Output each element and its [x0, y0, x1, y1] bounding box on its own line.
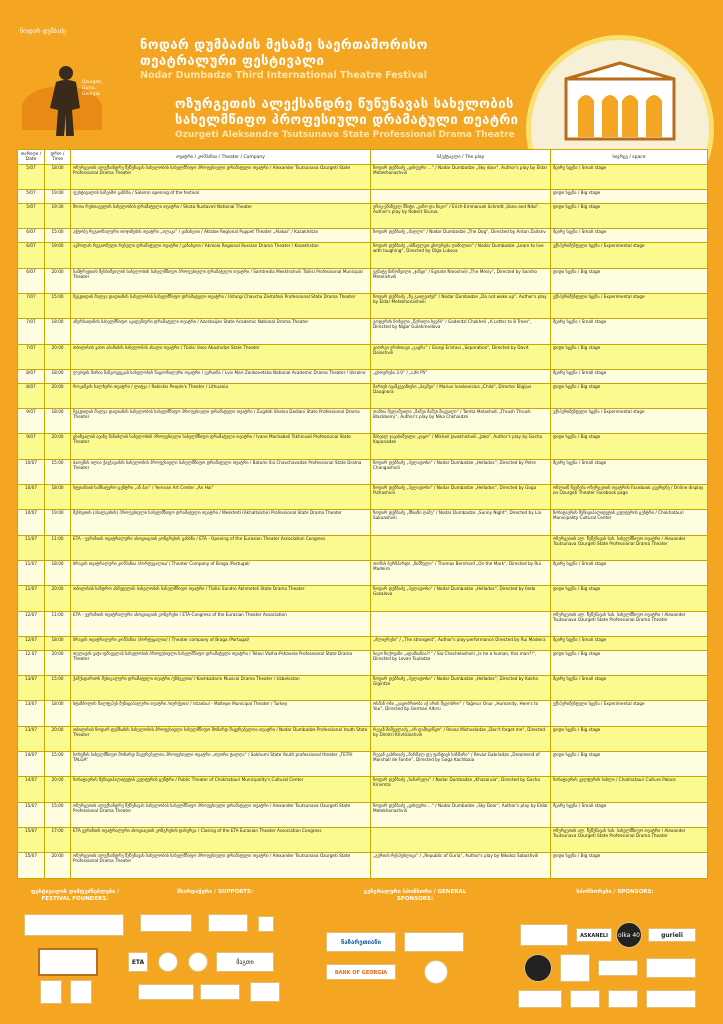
row-space: დიდი სცენა / Big stage — [551, 383, 708, 408]
row-time: 19:00 — [45, 243, 71, 268]
row-play: „გურიის რესპუბლიკა“ / „Republic of Guria“, Author's play by Nikoloz Sabashvili — [371, 853, 551, 879]
row-theater: სტამბოლის მალტეპეს მუნიციპალური თეატრი /თურქეთი/ / Istanbul - Maltepe Municipal Theater / Turkey — [71, 701, 371, 726]
row-time: 18:00 — [45, 369, 71, 383]
row-time: 18:00 — [45, 319, 71, 344]
general-sponsor-logo-3 — [424, 960, 448, 984]
row-time: 20:00 — [45, 650, 71, 675]
row-theater: აზერბაიჯანის სახელმწიფო აკადემიური დრამატული თეატრი / Azerbaijan State Academic National Drama Theater — [71, 319, 371, 344]
row-space: დიდი სცენა / Big stage — [551, 650, 708, 675]
row-space: მცირე სცენა / Small stage — [551, 319, 708, 344]
row-play: ნოდარ დუმბაძე „ძაღლი“ / Nodar Dumbadze „The Dog“, Directed by Anton Zaitsev — [371, 229, 551, 243]
row-date: 9/07 — [18, 409, 45, 434]
row-theater: ბრაგის თეატრალური კომპანია /პორტუგალია/ / Theater Company of Braga /Portugal/ — [71, 561, 371, 586]
header-date: თარიღი / Date — [18, 150, 45, 165]
schedule-row — [18, 561, 708, 586]
row-space: დიდი სცენა / Big stage — [551, 434, 708, 459]
row-date: 13/07 — [18, 676, 45, 701]
row-theater: ETA ევრაზიის თეატრალური ასოციაციის კონგრესის დახურვა / Closing of the ETA Eurasian Theater Association Congress — [71, 828, 371, 853]
row-date: 8/07 — [18, 383, 45, 408]
row-space: მცირე სცენა / Small stage — [551, 459, 708, 484]
schedule-row — [18, 409, 708, 434]
row-play — [371, 828, 551, 853]
row-play: რევაზ გაბრიაძე „მარშალ დე ფანტიეს სიზმარი“ / Revaz Gabriadze „Dreamend of Marshall de Fantie“, Directed by Goga Kachibaia — [371, 752, 551, 777]
support-logo-7 — [200, 984, 240, 1000]
row-time: 20:00 — [45, 268, 71, 293]
row-theater: სტეიანიის სამხატვრო ცენტრი „ან ჰაი“ / Yerevan Art Center „An Hai“ — [71, 485, 371, 510]
row-play: ნოდარ დუმბაძე „ცისფერი ...“ / Nodar Dumbadze „Sky door“, Author's play by Eldar Metekhonashvili — [371, 165, 551, 190]
row-play: ნოდარ დუმბაძე „ჰელადოსი“ / Nodar Dumbadze „Hellados“, Directed by Ileda Gozalova — [371, 586, 551, 611]
row-theater: როკიშკის ხალხური თეატრი / ლიტვა / Rokiskis People's Theater / Lithuania — [71, 383, 371, 408]
row-theater: შოთა რუსთაველის სახელობის დრამატული თეატრი / Shota Rustaveli National Theater — [71, 204, 371, 229]
schedule-row — [18, 701, 708, 726]
row-date: 10/07 — [18, 485, 45, 510]
festival-logo-location: Ozurgeti, Guria, Georgia — [82, 80, 103, 97]
row-play: ეგნატე ნინოშვილი „ჯანყი“ / Egnate Ninoshvili „The Mesiy“, Directed by Sandro Mrevlishvili — [371, 268, 551, 293]
sponsor-logo-4 — [598, 960, 638, 976]
row-date: 5/07 — [18, 204, 45, 229]
row-play: ნოდარ დუმბაძე „ხაზარულა“ / Nodar Dumbadze „Khazarula“, Directed by Gocha Kirvimta — [371, 777, 551, 802]
row-time: 20:00 — [45, 586, 71, 611]
schedule-row — [18, 344, 708, 369]
schedule-row — [18, 853, 708, 879]
row-theater: აქტობე რეგიონალური თოჯინების თეატრი „ალაკა“ / ყაზახეთი / Aktobe Regional Puppet Theater „Alakai“ / Kazakhstan — [71, 229, 371, 243]
schedule-row — [18, 828, 708, 853]
ministry-support-logo — [140, 914, 192, 932]
sponsor-logo-2 — [524, 954, 552, 982]
row-date: 7/07 — [18, 319, 45, 344]
row-time: 19:00 — [45, 190, 71, 204]
olka-logo: olka 40 — [616, 922, 642, 948]
festival-title-ka-1: ნოდარ დუმბაძის მესამე საერთაშორისო — [140, 38, 428, 53]
theatre-building-small-icon — [38, 948, 98, 976]
schedule-row — [18, 268, 708, 293]
schedule-row — [18, 650, 708, 675]
theatre-logo — [526, 35, 714, 147]
row-theater: ზუგდიდის შალვა დადიანის სახელობის სახელმწიფო პროფესიული დრამატული თეატრი / Zugdidi Shalva Dadiani State Professional Drama Theater — [71, 409, 371, 434]
row-play: თომას ბერნჰარდი „ნიშნული“ / Thomas Bernhard „On the Mark“, Directed by Rui Madeira — [371, 561, 551, 586]
row-play — [371, 535, 551, 560]
sponsor-logo-3 — [560, 954, 590, 982]
support-logo-3 — [258, 916, 274, 932]
row-date: 8/07 — [18, 369, 45, 383]
sponsor-logo-8 — [608, 990, 638, 1008]
row-theater: ოზურგეთის ალექსანდრე წუწუნავას სახელობის სახელმწიფო პროფესიული დრამატული თეატრი / Alexander Tsutsunava Ozurgeti State Professional Drama Theater — [71, 853, 371, 879]
row-space: დიდი სცენა / Big stage — [551, 853, 708, 879]
row-time: 17:00 — [45, 828, 71, 853]
row-date: 6/07 — [18, 268, 45, 293]
row-theater: ბათუმის ილია ჭავჭავაძის სახელობის პროფესიული სახელმწიფო დრამატული თეატრი / Batumi Ilia Chavchavadze Professional State Drama Theater — [71, 459, 371, 484]
schedule-row — [18, 777, 708, 802]
row-theater: მესხეთის (ახალციხის) პროფესიული სახელმწიფო დრამატული თეატრი / Meskheti (Akhaltsikhe) Professional State Drama Theater — [71, 510, 371, 535]
schedule-row — [18, 434, 708, 459]
schedule-header-row — [18, 150, 708, 165]
header-theater: თეატრი / კომპანია / Theater / Company — [71, 150, 371, 165]
schedule-row — [18, 459, 708, 484]
row-space: დიდი სცენა / Big stage — [551, 726, 708, 751]
row-play: თამთა მელაშვილი „შაშვი შაშვი მაყვალი“ / Tamta Melashvili „Thrush Thrush Blackberry“, Author's play by Nika Chkhaidze — [371, 409, 551, 434]
schedule-row — [18, 190, 708, 204]
row-time: 15:00 — [45, 229, 71, 243]
schedule-row — [18, 229, 708, 243]
theatre-name-en: Ozurgeti Aleksandre Tsutsunava State Professional Drama Theatre — [175, 130, 515, 140]
row-date: 7/07 — [18, 293, 45, 318]
row-time: 20:00 — [45, 383, 71, 408]
row-play: „ძლიერები“ / „The strongest“, Author's play-performance Directed by Rui Madeira — [371, 637, 551, 651]
row-space: მცირე სცენა / Small stage — [551, 369, 708, 383]
row-date: 14/07 — [18, 777, 45, 802]
sponsor-logo-1 — [520, 924, 568, 946]
schedule-row — [18, 637, 708, 651]
row-space: ექსპერიმენტული სცენა / Experimental stage — [551, 293, 708, 318]
row-time: 19:30 — [45, 204, 71, 229]
row-date: 15/07 — [18, 828, 45, 853]
row-space: მცირე სცენა / Small stage — [551, 165, 708, 190]
row-date: 5/07 — [18, 165, 45, 190]
schedule-row — [18, 293, 708, 318]
row-time: 18:00 — [45, 165, 71, 190]
sponsor-logo-7 — [570, 990, 600, 1008]
magti-logo: მაგთი — [216, 952, 274, 972]
row-play — [371, 611, 551, 636]
row-date: 13/07 — [18, 701, 45, 726]
row-space: ექსპერიმენტული სცენა / Experimental stage — [551, 701, 708, 726]
row-theater: სამტრედიის მესხიშვილის სახელობის სახელმწიფო პროფესიული დრამატული თეატრი / Samtredia Meskhishvili Tbilisi Professional Municipal Theater — [71, 268, 371, 293]
row-time: 20:00 — [45, 434, 71, 459]
tbc-logo: ნაზარეთიანი — [326, 932, 396, 952]
row-date: 6/07 — [18, 243, 45, 268]
row-date: 14/07 — [18, 752, 45, 777]
schedule-row — [18, 802, 708, 827]
row-space: ოზურგეთის ალ. წუწუნავას სახ. სახელმწიფო თეატრი / Alexander Tsutsunava Ozurgeti State Professional Drama Theater — [551, 828, 708, 853]
general-sponsors-label: გენერალური სპონსორი / GENERAL SPONSORS: — [363, 889, 467, 902]
schedule-row — [18, 611, 708, 636]
row-space: ექსპერიმენტული სცენა / Experimental stage — [551, 409, 708, 434]
header — [0, 0, 723, 147]
row-date: 10/07 — [18, 459, 45, 484]
row-date: 15/07 — [18, 802, 45, 827]
row-play — [371, 190, 551, 204]
support-logo-4 — [158, 952, 178, 972]
row-time: 18:00 — [45, 485, 71, 510]
row-date: 12.07 — [18, 650, 45, 675]
row-time: 20:00 — [45, 853, 71, 879]
askaneli-logo: ASKANELI — [576, 928, 612, 942]
header-space: სივრცე / space — [551, 150, 708, 165]
row-theater: ბრაგის თეატრალური კომპანია /პორტუგალია/ / Theater company of Braga /Portugal/ — [71, 637, 371, 651]
row-space: ჩოხატაურის მუნიციპალიტეტის კულტურის ცენტრი / Chokhatauri Municipality Cultural Center — [551, 510, 708, 535]
coat-of-arms-icon — [40, 980, 62, 1004]
row-space: დიდი სცენა / Big stage — [551, 344, 708, 369]
row-time: 11:00 — [45, 611, 71, 636]
row-time: 11:00 — [45, 535, 71, 560]
row-theater: ლვოვის მარია ზანკოვეცკას სახელობის ნაციონალური თეატრი / უკრაინა / Lviv Mari Zankovetska National Academic Drama Theater / Ukraine — [71, 369, 371, 383]
row-time: 18:00 — [45, 409, 71, 434]
theatre-building-icon — [560, 61, 680, 143]
row-space: მცირე სცენა / Small stage — [551, 676, 708, 701]
row-play: ნოდარ დუმბაძე „ჰელადოსი“ / Nodar Dumbadze „Hellados“, Directed by Petre Changashvili — [371, 459, 551, 484]
festival-title-ka-2: თეატრალური ფესტივალი — [140, 54, 325, 69]
theatre-name-ka-2: სახელმწიფო პროფესიული დრამატული თეატრი — [175, 113, 519, 128]
row-space: ექსპერიმენტული სცენა / Experimental stage — [551, 243, 708, 268]
gurieli-logo: gurieli — [648, 928, 696, 942]
row-space: ონლაინ ჩვენება ოზურგეთის თეატრის Facebook გვერდზე / Online display on Ozurgeti Theater Facebook page — [551, 485, 708, 510]
row-time: 18:00 — [45, 701, 71, 726]
row-theater: თბილისის ვასო აბაშიძის სახელობის ახალი თეატრი / Tbilisi Vaso Abashidze State Theater — [71, 344, 371, 369]
row-space: მცირე სცენა / Small stage — [551, 561, 708, 586]
row-play: ერიკ-ემანუელ შმიტი „ვანო და ნიკო“ / Erich-Emmanuel Schmitt „Vano and Niko“, Author's play by Robert Sturua — [371, 204, 551, 229]
support-logo-6 — [138, 984, 194, 1000]
row-theater: ETA - ევრაზიის თეატრალური ასოციაციის კონგრესი / ETA-Congress of the Eurasian Theater Association — [71, 611, 371, 636]
schedule-row — [18, 726, 708, 751]
row-date: 6/07 — [18, 229, 45, 243]
row-theater: სოხუმის სახელმწიფო მოზარდ მაყურებელთა პროფესიული თეატრი „თეთრი ტალღა“ / Sokhumi State Youth professional theater „TETRI TALGA“ — [71, 752, 371, 777]
eta-logo: ETA — [128, 952, 148, 972]
schedule-row — [18, 319, 708, 344]
footer — [0, 880, 723, 1024]
schedule-row — [18, 485, 708, 510]
founders-label: ფესტივალის დამფუძნებლები / FESTIVAL FOUNDERS: — [30, 889, 120, 902]
schedule-row — [18, 369, 708, 383]
row-date: 12/07 — [18, 611, 45, 636]
sponsors-label: სპონსორები / SPONSORS: — [576, 889, 654, 895]
row-date: 11/07 — [18, 586, 45, 611]
row-play: ნოდარ დუმბაძე „ისწავლეთ ცხოვრება ღიმილით“ / Nodar Dumbadze „Learn to live with laughing“, Directed by Olga Lukova — [371, 243, 551, 268]
row-time: 20:00 — [45, 344, 71, 369]
row-time: 15:00 — [45, 459, 71, 484]
row-play: მარიუს ივაშკევიჩიუსი „ბავშვი“ / Marius Ivaskevicius „Child“, Director Eligijus Daugnora — [371, 383, 551, 408]
festival-logo — [16, 28, 112, 138]
row-time: 15:00 — [45, 293, 71, 318]
sponsor-logo-5 — [646, 958, 696, 978]
ministry-logo — [24, 914, 124, 936]
support-logo-8 — [250, 982, 280, 1002]
row-space: დიდი სცენა / Big stage — [551, 204, 708, 229]
row-theater: ოზურგეთის ალექსანდრე წუწუნავას სახელობის სახელმწიფო პროფესიული დრამატული თეატრი / Alexander Tsutsunava Ozurgeti State Professional Drama Theater — [71, 165, 371, 190]
row-time: 18:00 — [45, 561, 71, 586]
row-date: 9/07 — [18, 434, 45, 459]
general-sponsor-logo-2 — [404, 932, 464, 952]
row-theater: ETA - ევრაზიის თეატრალური ასოციაციის კონგრესის გახსნა / ETA - Opening of the Eurasian Theater Association Congress — [71, 535, 371, 560]
sponsor-logo-9 — [646, 990, 696, 1008]
row-space: დიდი სცენა / Big stage — [551, 586, 708, 611]
row-time: 20:00 — [45, 777, 71, 802]
row-play: „ცხოვრება 3.0“ / „Life P5“ — [371, 369, 551, 383]
theatre-name-ka-1: ოზურგეთის ალექსანდრე წუწუნავას სახელობის — [175, 97, 514, 112]
row-play: ნოდარ დუმბაძე „ნუ გაიღვიძებ“ / Nodar Dumbadze „Do not wake up“, Author's play by Eldar Metekhonashvili — [371, 293, 551, 318]
schedule-row — [18, 510, 708, 535]
row-theater: ქაშქადარიოს მუსიკალური დრამატული თეატრი /უზბეკეთი/ / Kashkadarin Musical Drama Theater / Uzbekistan — [71, 676, 371, 701]
row-space: დიდი სცენა / Big stage — [551, 190, 708, 204]
schedule-table — [17, 149, 708, 879]
row-space: მცირე სცენა / Small stage — [551, 229, 708, 243]
row-date: 12/07 — [18, 637, 45, 651]
row-space: დიდი სცენა / Big stage — [551, 268, 708, 293]
row-time: 20:00 — [45, 726, 71, 751]
support-logo-5 — [188, 952, 208, 972]
row-play: ნოდარ დუმბაძე „ცისფერი ...“ / Nodar Dumbadze „Sky Door“, Author's play by Eldar Metekhonashvili — [371, 802, 551, 827]
schedule-row — [18, 586, 708, 611]
row-play: გიორგი ერისთავი „გაყრა“ / Giorgi Eristavi „Separation“, Directed by Davit Doiashvili — [371, 344, 551, 369]
row-theater: ფესტივალის საზეიმო გახსნა / Solemn opening of the festival — [71, 190, 371, 204]
row-space: ოზურგეთის ალ. წუწუნავას სახ. სახელმწიფო თეატრი / Alexander Tsutsunava Ozurgeti State Professional Drama Theater — [551, 611, 708, 636]
row-theater: აკმოლას რეგიონული რუსული დრამატული თეატრი / ყაზახეთი / Akmola Regional Russian Drama Theater / Kazakhstan — [71, 243, 371, 268]
row-time: 18:00 — [45, 637, 71, 651]
row-date: 5/07 — [18, 190, 45, 204]
row-play: ოსმან ოზი „კაცობრიობა აქ არის მეგობრო“ / Yağmur Onur „Humanity, Here's to You“, Directed by German Altırsi — [371, 701, 551, 726]
row-date: 11/07 — [18, 535, 45, 560]
header-time: დრო / Time — [45, 150, 71, 165]
row-space: მცირე სცენა / Small stage — [551, 802, 708, 827]
schedule-row — [18, 535, 708, 560]
festival-title-en: Nodar Dumbadze Third International Theatre Festival — [140, 70, 427, 81]
sponsor-logo-6 — [518, 990, 562, 1008]
schedule-row — [18, 752, 708, 777]
schedule-row — [18, 676, 708, 701]
header-play: სპექტაკლი / The play — [371, 150, 551, 165]
row-theater: ოზურგეთის ალექსანდრე წუწუნავას სახელობის სახელმწიფო პროფესიული დრამატული თეატრი / Alexander Tsutsunava Ozurgeti State Professional Drama Theater — [71, 802, 371, 827]
row-theater: ჩოხატაურის მუნიციპალიტეტის კულტურის ცენტრი / Public Theater of Chokhatauri Municipality's Cultural Center — [71, 777, 371, 802]
row-date: 11/07 — [18, 561, 45, 586]
row-play: გოდერძი ჩოხელი „წერილი ხეებს“ / Goderdzi Chokheli „A Letter to 8 Trees“, Directed by Nigar Gulahmedova — [371, 319, 551, 344]
row-time: 15:00 — [45, 802, 71, 827]
row-theater: ზუგდიდის შალვა დადიანის სახელობის სახელმწიფო დრამატული თეატრი / Usturgi Chavcha Zestafoni Professional State Drama Theater — [71, 293, 371, 318]
coat-of-arms-icon-2 — [70, 980, 92, 1004]
row-theater: ცხინვალის ივანე მაჩაბლის სახელობის პროფესიული სახელმწიფო დრამატული თეატრი / Ivane Machabeli Tskhinvali Professional State Theater — [71, 434, 371, 459]
row-time: 19:00 — [45, 510, 71, 535]
row-theater: თელავის ვაჟა-ფშაველას სახელობის პროფესიული სახელმწიფო დრამატული თეატრი / Telavi Vazha-Pshavela Professional State Drama Theater — [71, 650, 371, 675]
row-space: დიდი სცენა / Big stage — [551, 752, 708, 777]
schedule-row — [18, 243, 708, 268]
row-play: ნოდარ დუმბაძე „ჰელადოსი“ / Nodar Dumbadze „Hellados“, Directed by Kakha Gigintze — [371, 676, 551, 701]
row-play: ნოდარ დუმბაძე „ჰელადოსი“ / Nodar Dumbadze „Hellados“, Directed by Goga Pizhashvili — [371, 485, 551, 510]
row-play: რევაზ მიშველაძე „არ დამივიწყო“ / Revaz Mishveladze „Don't forget me“, Directed by Dimitri Khvtisiashvili — [371, 726, 551, 751]
row-space: ოზურგეთის ალ. წუწუნავას სახ. სახელმწიფო თეატრი / Alexander Tsutsunava Ozurgeti State Professional Drama Theater — [551, 535, 708, 560]
statue-icon — [44, 64, 88, 138]
row-play: სიკო ჩიქოვანი „ადამიანია?!“ / Sio Chechelashvili „Is he a human, this man?!“, Directed by Levan Tsuladze — [371, 650, 551, 675]
row-play: მიხეილ ჯავახიშვილი „ჯაყო“ / Mikheil Javakhishvili „Jako“, Author's play by Gocha Kapanadze — [371, 434, 551, 459]
row-space: მცირე სცენა / Small stage — [551, 637, 708, 651]
row-date: 10/07 — [18, 510, 45, 535]
row-theater: თბილისის სანდრო ახმეტელის სახელობის სახელმწიფო თეატრი / Tbilisi Sandro Akhmeteli State Drama Theater — [71, 586, 371, 611]
bank-of-georgia-logo: BANK OF GEORGIA — [326, 964, 396, 980]
row-time: 15:00 — [45, 676, 71, 701]
row-date: 15/07 — [18, 853, 45, 879]
support-logo-2 — [208, 914, 248, 932]
festival-logo-text: ნოდარ დუმბაძე — [20, 28, 66, 35]
row-space: ჩოხატაურის კულტურის სახლი / Chokhatauri Culture Palace — [551, 777, 708, 802]
row-date: 13/07 — [18, 726, 45, 751]
schedule-row — [18, 165, 708, 190]
schedule-row — [18, 383, 708, 408]
schedule-row — [18, 204, 708, 229]
row-time: 15:00 — [45, 752, 71, 777]
supports-label: მხარდაჭერა / SUPPORTS: — [176, 889, 254, 895]
row-date: 7/07 — [18, 344, 45, 369]
row-theater: თბილისის ნოდარ დუმბაძის სახელობის პროფესიული სახელმწიფო მოზარდ მაყურებელთა თეატრი / Nodar Dumbadze Professional Youth State Theater — [71, 726, 371, 751]
row-play: ნოდარ დუმბაძე „მზიანი ღამე“ / Nodar Dumbadze „Sunny Night“, Directed by Lia Sukuashvili — [371, 510, 551, 535]
